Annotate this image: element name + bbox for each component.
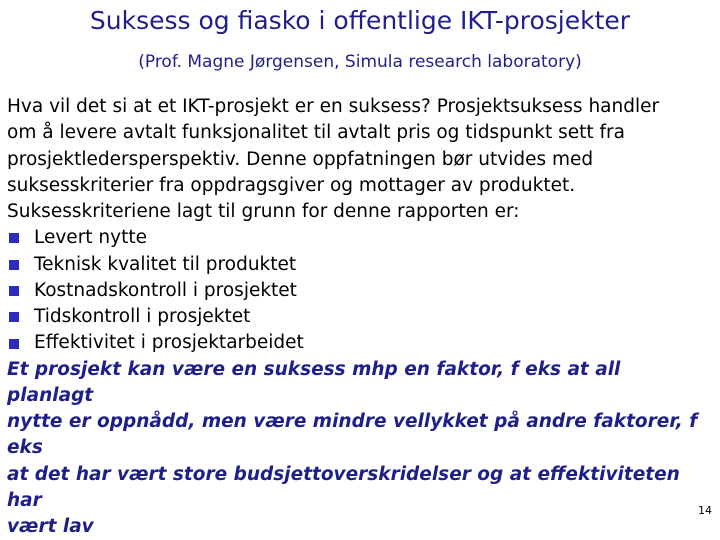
- list-item: [7, 278, 712, 304]
- list-item-label: Effektivitet i prosjektarbeidet: [34, 332, 304, 354]
- square-bullet-icon: [9, 286, 19, 296]
- list-item: [7, 252, 712, 278]
- slide-title: Suksess og fiasko i offentlige IKT-prosjekter: [89, 6, 631, 35]
- list-item: [7, 225, 712, 251]
- list-item-label: Kostnadskontroll i prosjektet: [34, 279, 297, 301]
- list-item: [7, 330, 712, 356]
- list-item-label: Levert nytte: [34, 227, 147, 249]
- square-bullet-icon: [9, 339, 19, 349]
- list-item: [7, 304, 712, 330]
- page-number: 14: [698, 504, 712, 517]
- slide-subtitle: (Prof. Magne Jørgensen, Simula research laboratory): [138, 52, 582, 72]
- square-bullet-icon: [9, 233, 19, 243]
- list-item-label: Tidskontroll i prosjektet: [34, 306, 251, 328]
- success-criteria-list: [7, 225, 712, 356]
- square-bullet-icon: [9, 312, 19, 322]
- slide-body: [7, 94, 712, 540]
- intro-paragraph: Hva vil det si at et IKT-prosjekt er en suksess? Prosjektsuksess handler om å levere avtalt funksjonalitet til avtalt pris og tidspunkt sett fra prosjektledersperspektiv. Denne oppfatningen bør utvides med suksesskriterier fra oppdragsgiver og mottager av produktet. Suksesskriteriene lagt til grunn for denne rapporten er:: [7, 96, 660, 223]
- conclusion-paragraph: Et prosjekt kan være en suksess mhp en faktor, f eks at all planlagt nytte er oppnådd, men være mindre vellykket på andre faktorer, f eks at det har vært store budsjettoverskridelser og at effektiviteten har vært lav: [7, 358, 698, 538]
- square-bullet-icon: [9, 260, 19, 270]
- list-item-label: Teknisk kvalitet til produktet: [34, 253, 297, 275]
